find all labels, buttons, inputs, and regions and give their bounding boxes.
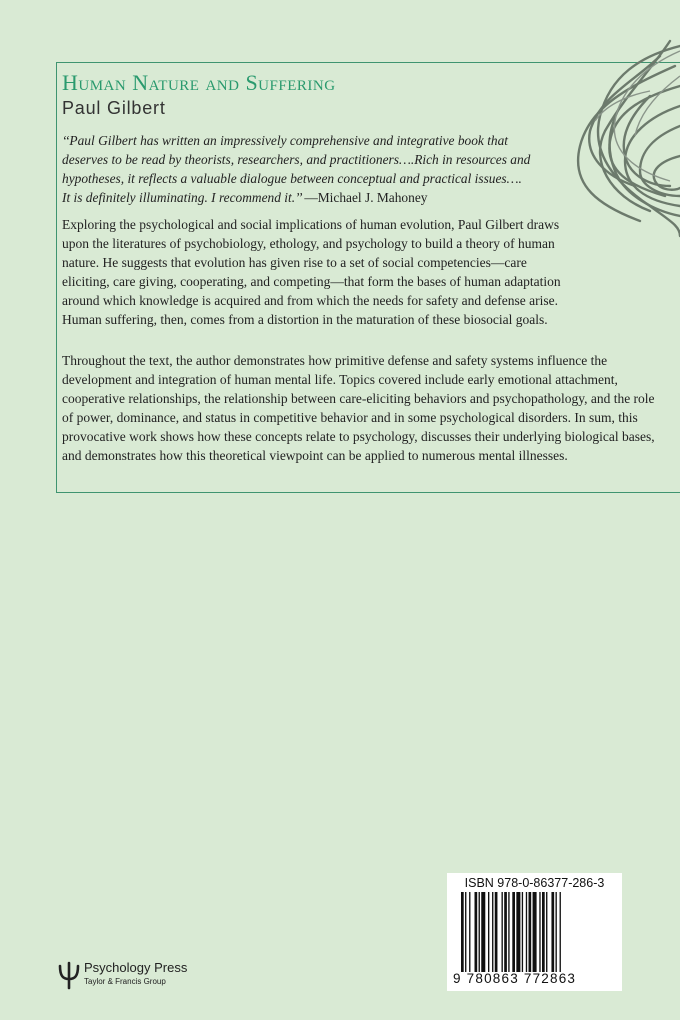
barcode-bar: [495, 892, 498, 972]
isbn-label: ISBN 978-0-86377-286-3: [464, 876, 605, 890]
barcode-bar: [556, 892, 557, 972]
barcode-bar: [529, 892, 532, 972]
bottom-rule: [56, 492, 680, 493]
endorsement-quote: [62, 131, 532, 207]
barcode-bar: [504, 892, 507, 972]
barcode-bars: [461, 892, 611, 972]
description-paragraph-2: Throughout the text, the author demonstrates how primitive defense and safety systems influence the development and integration of human mental life. Topics covered include early emotional attachment, cooperative relationships, the relationship between care-eliciting behaviors and psychopathology, and the role of power, dominance, and status in competitive behavior and in some psychological disorders. In sum, this provocative work shows how these concepts relate to psychology, discusses their underlying biological bases, and demonstrates how this theoretical viewpoint can be applied to numerous mental illnesses.: [62, 353, 655, 463]
barcode-bar: [560, 892, 561, 972]
book-title: Human Nature and Suffering: [62, 70, 336, 95]
barcode-bar: [516, 892, 520, 972]
barcode-bar: [533, 892, 537, 972]
barcode-bar: [475, 892, 478, 972]
description-paragraph-1: Exploring the psychological and social implications of human evolution, Paul Gilbert draws upon the literatures of psychobiology, ethology, and psychology to build a theory of human nature. He suggests that evolution has given rise to a set of social competencies—care eliciting, care giving, cooperating, and competing—that form the bases of human adaptation around which knowledge is acquired and from which the needs for safety and defense arise. Human suffering, then, comes from a distortion in the maturation of these biosocial goals.: [62, 217, 561, 327]
quote-attribution: —Michael J. Mahoney: [304, 190, 428, 205]
barcode-bar: [469, 892, 470, 972]
barcode-bar: [542, 892, 545, 972]
barcode-bar: [512, 892, 515, 972]
barcode-bar: [465, 892, 466, 972]
barcode-bar: [546, 892, 547, 972]
barcode-bar: [481, 892, 485, 972]
barcode-number: 9 780863 772863: [453, 971, 577, 986]
barcode-bar: [488, 892, 489, 972]
psi-logo-icon: [56, 960, 82, 990]
barcode-bar: [522, 892, 523, 972]
barcode-bar: [479, 892, 480, 972]
publisher-group: Taylor & Francis Group: [84, 977, 166, 986]
left-rule: [56, 62, 57, 492]
barcode-bar: [539, 892, 540, 972]
barcode-bar: [551, 892, 554, 972]
barcode-bar: [461, 892, 464, 972]
barcode-bar: [508, 892, 509, 972]
barcode-panel: [447, 873, 622, 991]
publisher-name: Psychology Press: [84, 960, 188, 975]
barcode-bar: [492, 892, 493, 972]
barcode-bar: [526, 892, 527, 972]
quote-text: ‘‘Paul Gilbert has written an impressively comprehensive and integrative book that deserves to be read by theorists, researchers, and practitioners….Rich in resources and hypotheses, it reflects a valuable dialogue between conceptual and practical issues…. It is definitely illuminating. I recommend it.’’: [62, 133, 531, 205]
barcode-bar: [502, 892, 503, 972]
book-author: Paul Gilbert: [62, 98, 166, 118]
